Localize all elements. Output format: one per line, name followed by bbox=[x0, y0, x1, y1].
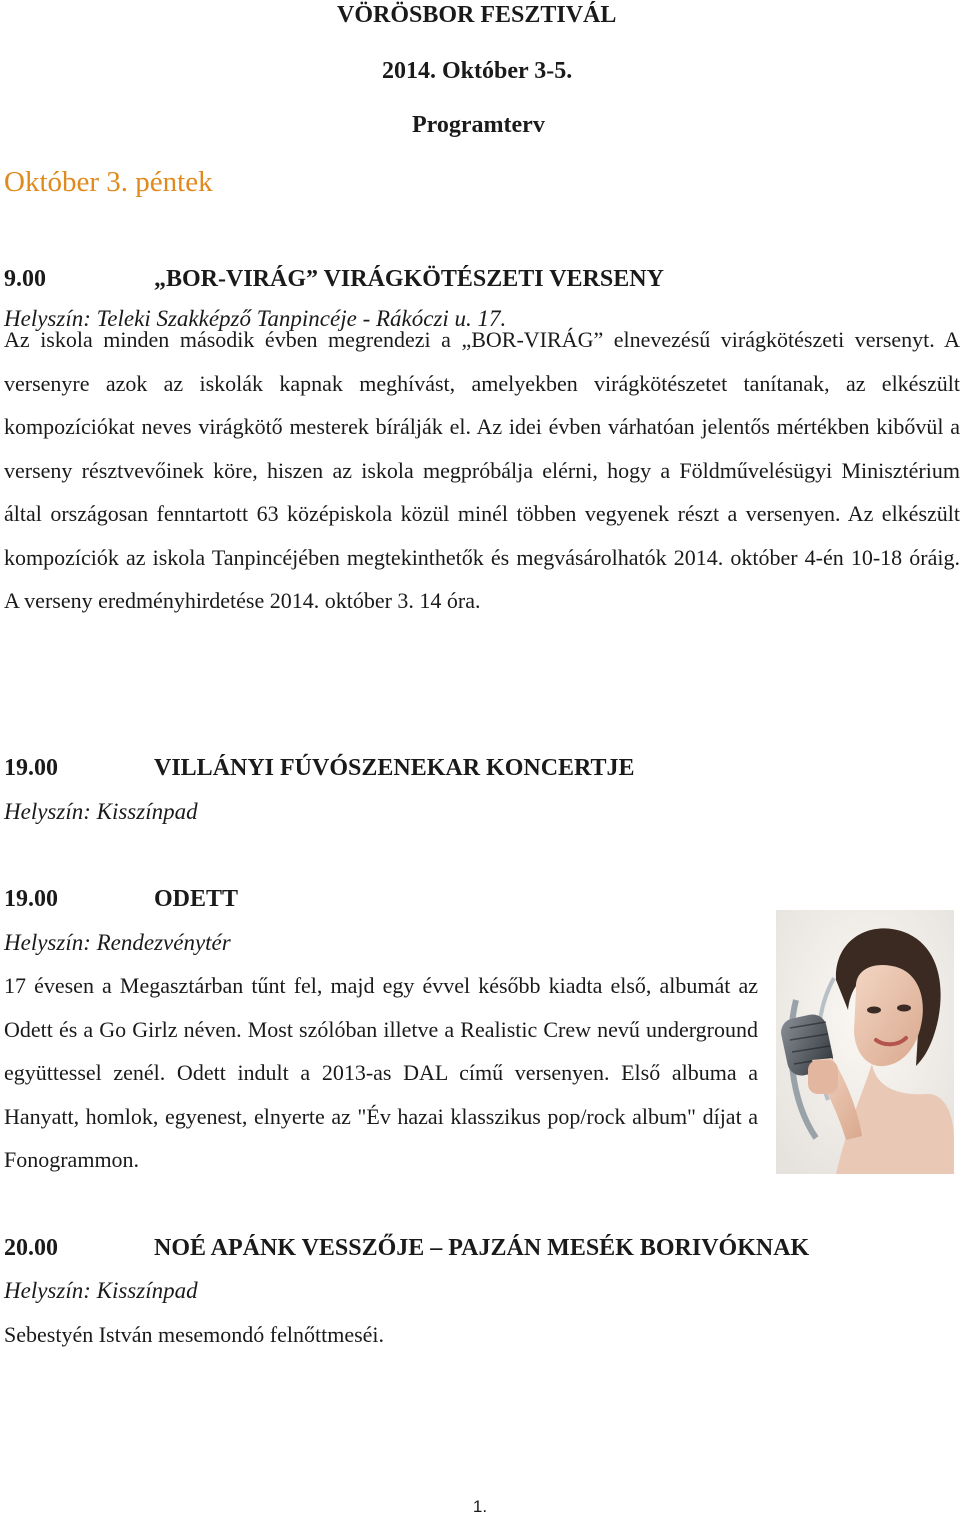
event-time: 20.00 bbox=[4, 1235, 58, 1261]
event-time: 9.00 bbox=[4, 266, 46, 292]
event-location: Helyszín: Teleki Szakképző Tanpincéje - Rákóczi u. 17. bbox=[4, 306, 507, 331]
event-location: Helyszín: Kisszínpad bbox=[4, 799, 198, 824]
page-number: 1. bbox=[472, 1497, 488, 1516]
event-title: „BOR-VIRÁG” VIRÁGKÖTÉSZETI VERSENY bbox=[154, 266, 664, 292]
singer-photo bbox=[776, 910, 954, 1174]
festival-dates: 2014. Október 3-5. bbox=[382, 58, 573, 84]
event-heading bbox=[4, 1233, 809, 1263]
festival-title: VÖRÖSBOR FESZTIVÁL bbox=[337, 2, 617, 28]
event-heading bbox=[4, 264, 664, 294]
program-subtitle: Programterv bbox=[412, 112, 545, 138]
event-title: ODETT bbox=[154, 886, 239, 912]
event-location: Helyszín: Rendezvénytér bbox=[4, 930, 231, 955]
event-description: 17 évesen a Megasztárban tűnt fel, majd egy évvel később kiadta első, albumát az Odett és a Go Girlz néven. Most szólóban illetve a Realistic Crew nevű underground együttessel zenél. Odett indult a 2013-as DAL című versenyen. Első albuma a Hanyatt, homlok, egyenest, elnyerte az "Év hazai klasszikus pop/rock album" díjat a Fonogrammon. bbox=[4, 973, 758, 1172]
event-time: 19.00 bbox=[4, 886, 58, 912]
event-heading bbox=[4, 753, 635, 783]
event-description: Az iskola minden második évben megrendezi a „BOR-VIRÁG” elnevezésű virágkötészeti versenyt. A versenyre azok az iskolák kapnak meghívást, amelyekben virágkötészetet tanítanak, az elkészült kompozíciókat neves virágkötő mesterek bírálják el. Az idei évben várhatóan jelentős mértékben kibővül a verseny résztvevőinek köre, hiszen az iskola megpróbálja elérni, hogy a Földművelésügyi Minisztérium által országosan fenntartott 63 középiskola közül minél többen vegyenek részt a versenyen. Az elkészült kompozíciók az iskola Tanpincéjében megtekinthetők és megvásárolhatók 2014. október 4-én 10-18 óráig. A verseny eredményhirdetése 2014. október 3. 14 óra. bbox=[4, 327, 960, 613]
day-heading: Október 3. péntek bbox=[4, 166, 213, 198]
event-description: Sebestyén István mesemondó felnőttmeséi. bbox=[4, 1322, 385, 1347]
event-location: Helyszín: Kisszínpad bbox=[4, 1278, 198, 1303]
event-title: VILLÁNYI FÚVÓSZENEKAR KONCERTJE bbox=[154, 755, 635, 781]
event-title: NOÉ APÁNK VESSZŐJE – PAJZÁN MESÉK BORIVÓKNAK bbox=[154, 1235, 810, 1261]
event-time: 19.00 bbox=[4, 755, 58, 781]
event-heading bbox=[4, 884, 238, 914]
